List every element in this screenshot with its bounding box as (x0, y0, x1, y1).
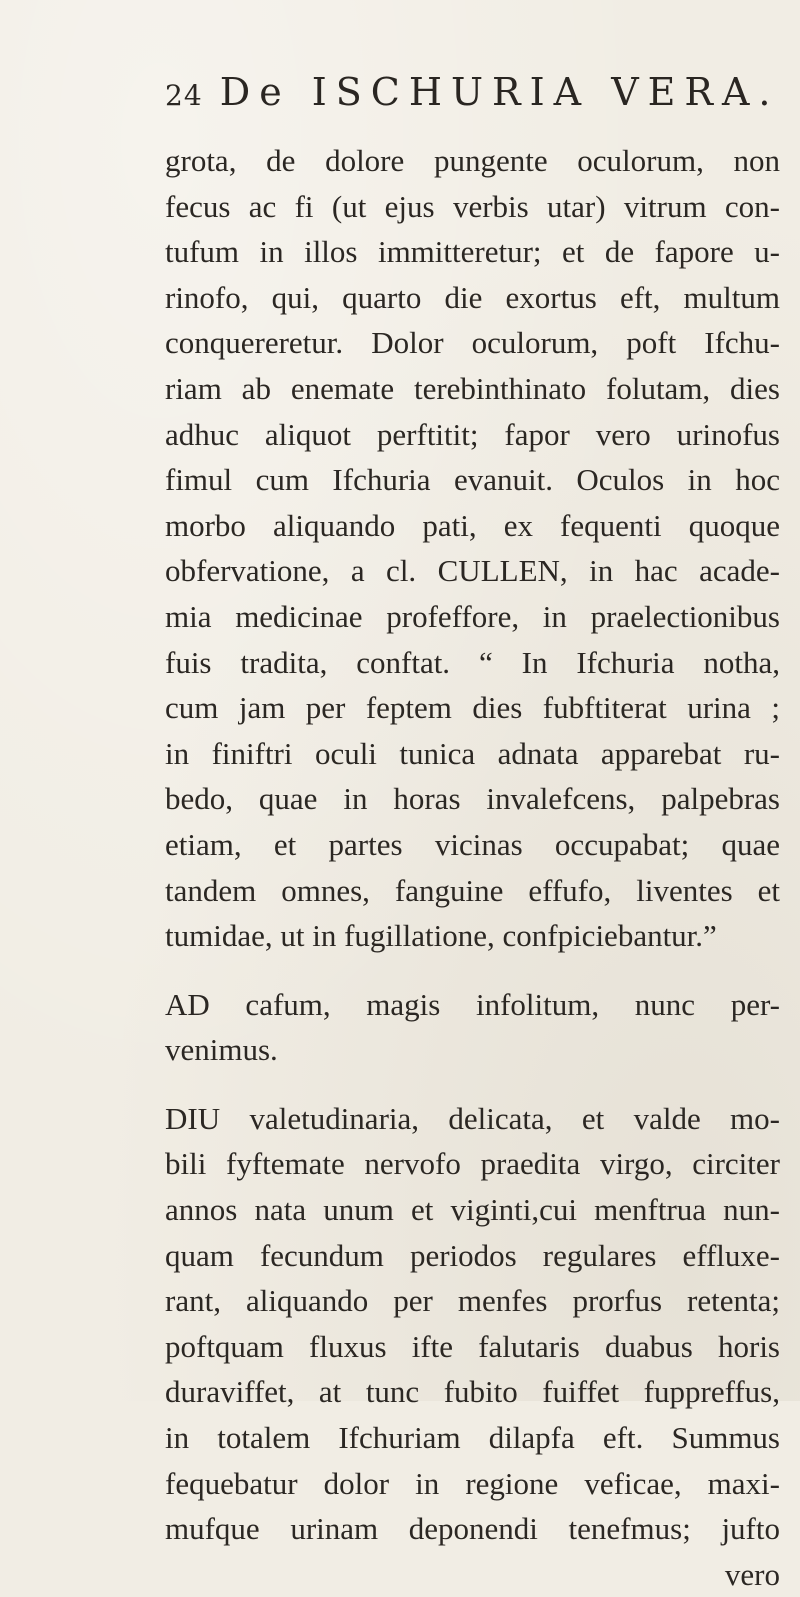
page-header (165, 70, 780, 120)
text-line: cum jam per feptem dies fubftiterat urina ; (165, 690, 780, 726)
text-line: in totalem Ifchuriam dilapfa eft. Summus (165, 1420, 780, 1456)
paragraph-2 (165, 982, 780, 1073)
text-line: quam fecundum periodos regulares effluxe- (165, 1237, 780, 1273)
paragraph-3 (165, 1096, 780, 1552)
text-line: mia medicinae profeffore, in praelectionibus (165, 598, 780, 634)
text-line: adhuc aliquot perftitit; fapor vero urinofus (165, 416, 780, 452)
text-line: fecus ac fi (ut ejus verbis utar) vitrum con- (165, 188, 780, 224)
text-line: etiam, et partes vicinas occupabat; quae (165, 826, 780, 862)
paragraph-gap (165, 1073, 780, 1096)
text-line: grota, de dolore pungente oculorum, non (165, 143, 780, 178)
text-line: fuis tradita, conftat. “ In Ifchuria notha, (165, 644, 780, 680)
text-line: venimus. (165, 1032, 278, 1068)
text-line: poftquam fluxus ifte falutaris duabus horis (165, 1328, 780, 1364)
text-line: DIU valetudinaria, delicata, et valde mo- (165, 1100, 780, 1136)
text-line: bedo, quae in horas invalefcens, palpebras (165, 781, 780, 817)
text-line: riam ab enemate terebinthinato folutam, dies (165, 370, 780, 406)
text-line: conquereretur. Dolor oculorum, poft Ifchu- (165, 325, 780, 361)
page-number: 24 (165, 79, 203, 112)
paragraph-gap (165, 959, 780, 982)
text-line: rant, aliquando per menfes prorfus retenta; (165, 1283, 780, 1319)
text-line: obfervatione, a cl. CULLEN, in hac acade- (165, 553, 780, 589)
text-line: morbo aliquando pati, ex fequenti quoque (165, 507, 780, 543)
text-line: tufum in illos immitteretur; et de fapore u- (165, 234, 780, 270)
text-line: annos nata unum et viginti,cui menftrua nun- (165, 1192, 780, 1228)
text-line: in finiftri oculi tunica adnata apparebat ru- (165, 735, 780, 771)
text-line: fimul cum Ifchuria evanuit. Oculos in hoc (165, 462, 780, 498)
text-line: rinofo, qui, quarto die exortus eft, multum (165, 279, 780, 315)
paragraph-1 (165, 138, 780, 959)
text-line: mufque urinam deponendi tenefmus; jufto (165, 1511, 780, 1547)
text-line: AD cafum, magis infolitum, nunc per- (165, 986, 780, 1022)
text-line: tandem omnes, fanguine effufo, liventes et (165, 872, 780, 908)
text-line: duraviffet, at tunc fubito fuiffet fuppreffus, (165, 1374, 780, 1410)
body-text (165, 138, 780, 1597)
running-head: De ISCHURIA VERA. (219, 70, 780, 114)
catchword: vero (724, 1556, 780, 1592)
text-line: bili fyftemate nervofo praedita virgo, circiter (165, 1146, 780, 1182)
text-line: fequebatur dolor in regione veficae, maxi- (165, 1465, 780, 1501)
text-line: tumidae, ut in fugillatione, confpiciebantur.” (165, 918, 717, 954)
